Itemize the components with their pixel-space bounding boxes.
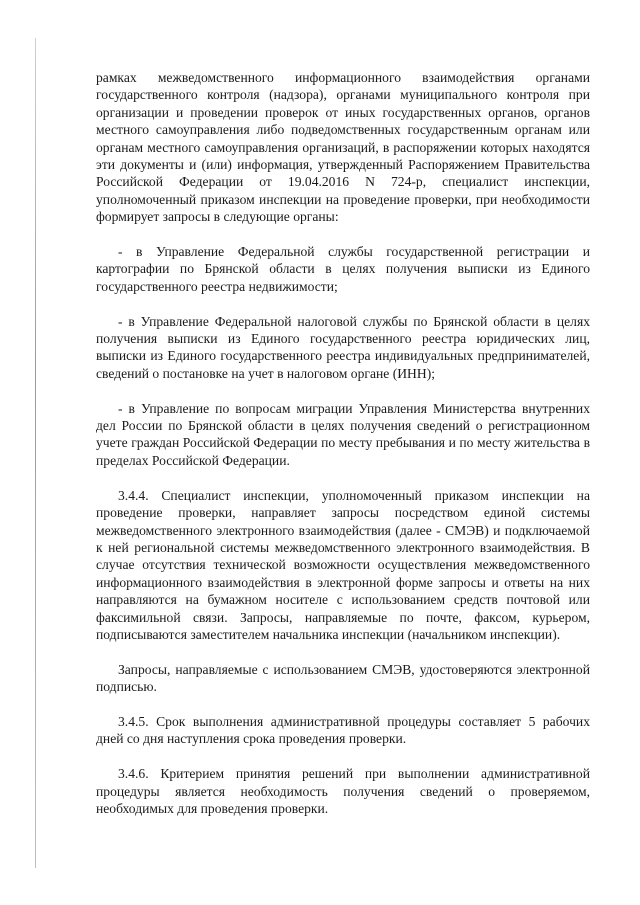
document-page: [96, 69, 590, 835]
paragraph-fns: - в Управление Федеральной налоговой службы по Брянской области в целях получения выписки из Единого государственного реестра юридических лиц, выписки из Единого государственного реестра индивидуальных предпринимателей, сведений о постановке на учет в налоговом органе (ИНН);: [96, 313, 590, 381]
paragraph-rosreestr: - в Управление Федеральной службы государственной регистрации и картографии по Брянской области в целях получения выписки из Единого государственного реестра недвижимости;: [96, 244, 590, 294]
paragraph-3-4-6: 3.4.6. Критерием принятия решений при выполнении административной процедуры является необходимость получения сведений о проверяемом, необходимых для проведения проверки.: [96, 766, 590, 816]
paragraph-migration: - в Управление по вопросам миграции Управления Министерства внутренних дел России по Брянской области в целях получения сведений о регистрационном учете граждан Российской Федерации по месту пребывания и по месту жительства в пределах Российской Федерации.: [96, 400, 590, 468]
paragraph-intro: рамках межведомственного информационного взаимодействия органами государственного контроля (надзора), органами муниципального контроля при организации и проведении проверок от иных государственных органов, органов местного самоуправления либо подведомственных государственным органам или органам местного самоуправления организаций, в распоряжении которых находятся эти документы и (или) информация, утвержденный Распоряжением Правительства Российской Федерации от 19.04.2016 N 724-р, специалист инспекции, уполномоченный приказом инспекции на проведение проверки, при необходимости формирует запросы в следующие органы:: [96, 70, 590, 225]
paragraph-smev-signature: Запросы, направляемые с использованием СМЭВ, удостоверяются электронной подписью.: [96, 661, 590, 695]
scan-margin-line: [35, 38, 36, 868]
paragraph-3-4-4: 3.4.4. Специалист инспекции, уполномоченный приказом инспекции на проведение проверки, направляет запросы посредством единой системы межведомственного электронного взаимодействия (далее - СМЭВ) и подключаемой к ней региональной системы межведомственного электронного взаимодействия. В случае отсутствия технической возможности осуществления межведомственного информационного взаимодействия в электронной форме запросы и ответы на них направляются на бумажном носителе с использованием средств почтовой или факсимильной связи. Запросы, направляемые по почте, факсом, курьером, подписываются заместителем начальника инспекции (начальником инспекции).: [96, 487, 590, 642]
paragraph-3-4-5: 3.4.5. Срок выполнения административной процедуры составляет 5 рабочих дней со дня наступления срока проведения проверки.: [96, 713, 590, 747]
